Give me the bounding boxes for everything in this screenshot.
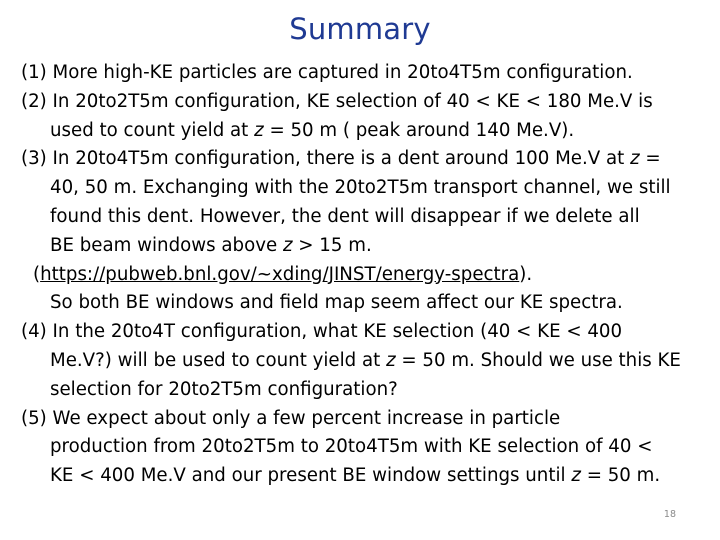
summary-item-2 — [21, 88, 711, 146]
energy-spectra-link[interactable]: https://pubweb.bnl.gov/~xding/JINST/energy-spectra — [40, 263, 520, 285]
summary-line: selection for 20to2T5m configuration? — [50, 378, 398, 400]
variable-z: z — [386, 349, 396, 371]
text-run: = 50 m. — [580, 465, 661, 487]
text-run: = 50 m. Should we use this KE — [395, 349, 681, 371]
summary-line: production from 20to2T5m to 20to4T5m with KE selection of 40 < — [50, 436, 653, 458]
text-run: KE < 400 Me.V and our present BE window settings until — [50, 465, 572, 487]
summary-line — [21, 117, 711, 146]
summary-item-3 — [21, 145, 711, 318]
text-run: (3) In 20to4T5m configuration, there is a dent around 100 Me.V at — [21, 148, 631, 170]
summary-line: (2) In 20to2T5m configuration, KE selection of 40 < KE < 180 Me.V is — [21, 90, 653, 112]
summary-line: (1) More high-KE particles are captured in 20to4T5m configuration. — [21, 62, 633, 83]
variable-z: z — [630, 148, 640, 170]
summary-line: So both BE windows and field map seem affect our KE spectra. — [50, 292, 623, 314]
text-run: ( — [33, 263, 41, 285]
summary-line: found this dent. However, the dent will disappear if we delete all — [50, 205, 640, 227]
summary-line — [21, 347, 711, 376]
summary-line — [21, 261, 711, 290]
text-run: = — [639, 148, 661, 170]
summary-line: (5) We expect about only a few percent increase in particle — [21, 407, 561, 429]
text-run: = 50 m ( peak around 140 Me.V). — [263, 119, 575, 141]
text-run: BE beam windows above — [50, 234, 283, 256]
summary-line — [21, 462, 711, 491]
variable-z: z — [282, 234, 293, 256]
variable-z: z — [571, 465, 581, 487]
summary-item-1 — [21, 59, 711, 88]
summary-item-4 — [21, 318, 711, 404]
summary-item-5 — [21, 405, 711, 491]
text-run: > 15 m. — [292, 234, 372, 256]
text-run: used to count yield at — [50, 119, 255, 141]
text-run: ). — [519, 263, 533, 285]
summary-line: 40, 50 m. Exchanging with the 20to2T5m transport channel, we still — [50, 177, 671, 199]
summary-list — [21, 59, 711, 491]
variable-z: z — [254, 119, 264, 141]
summary-line — [21, 148, 661, 169]
summary-line — [21, 232, 711, 261]
text-run: Me.V?) will be used to count yield at — [50, 349, 387, 371]
page-number: 18 — [663, 509, 676, 520]
slide-title: Summary — [289, 12, 431, 46]
summary-line: (4) In the 20to4T configuration, what KE selection (40 < KE < 400 — [21, 321, 623, 343]
